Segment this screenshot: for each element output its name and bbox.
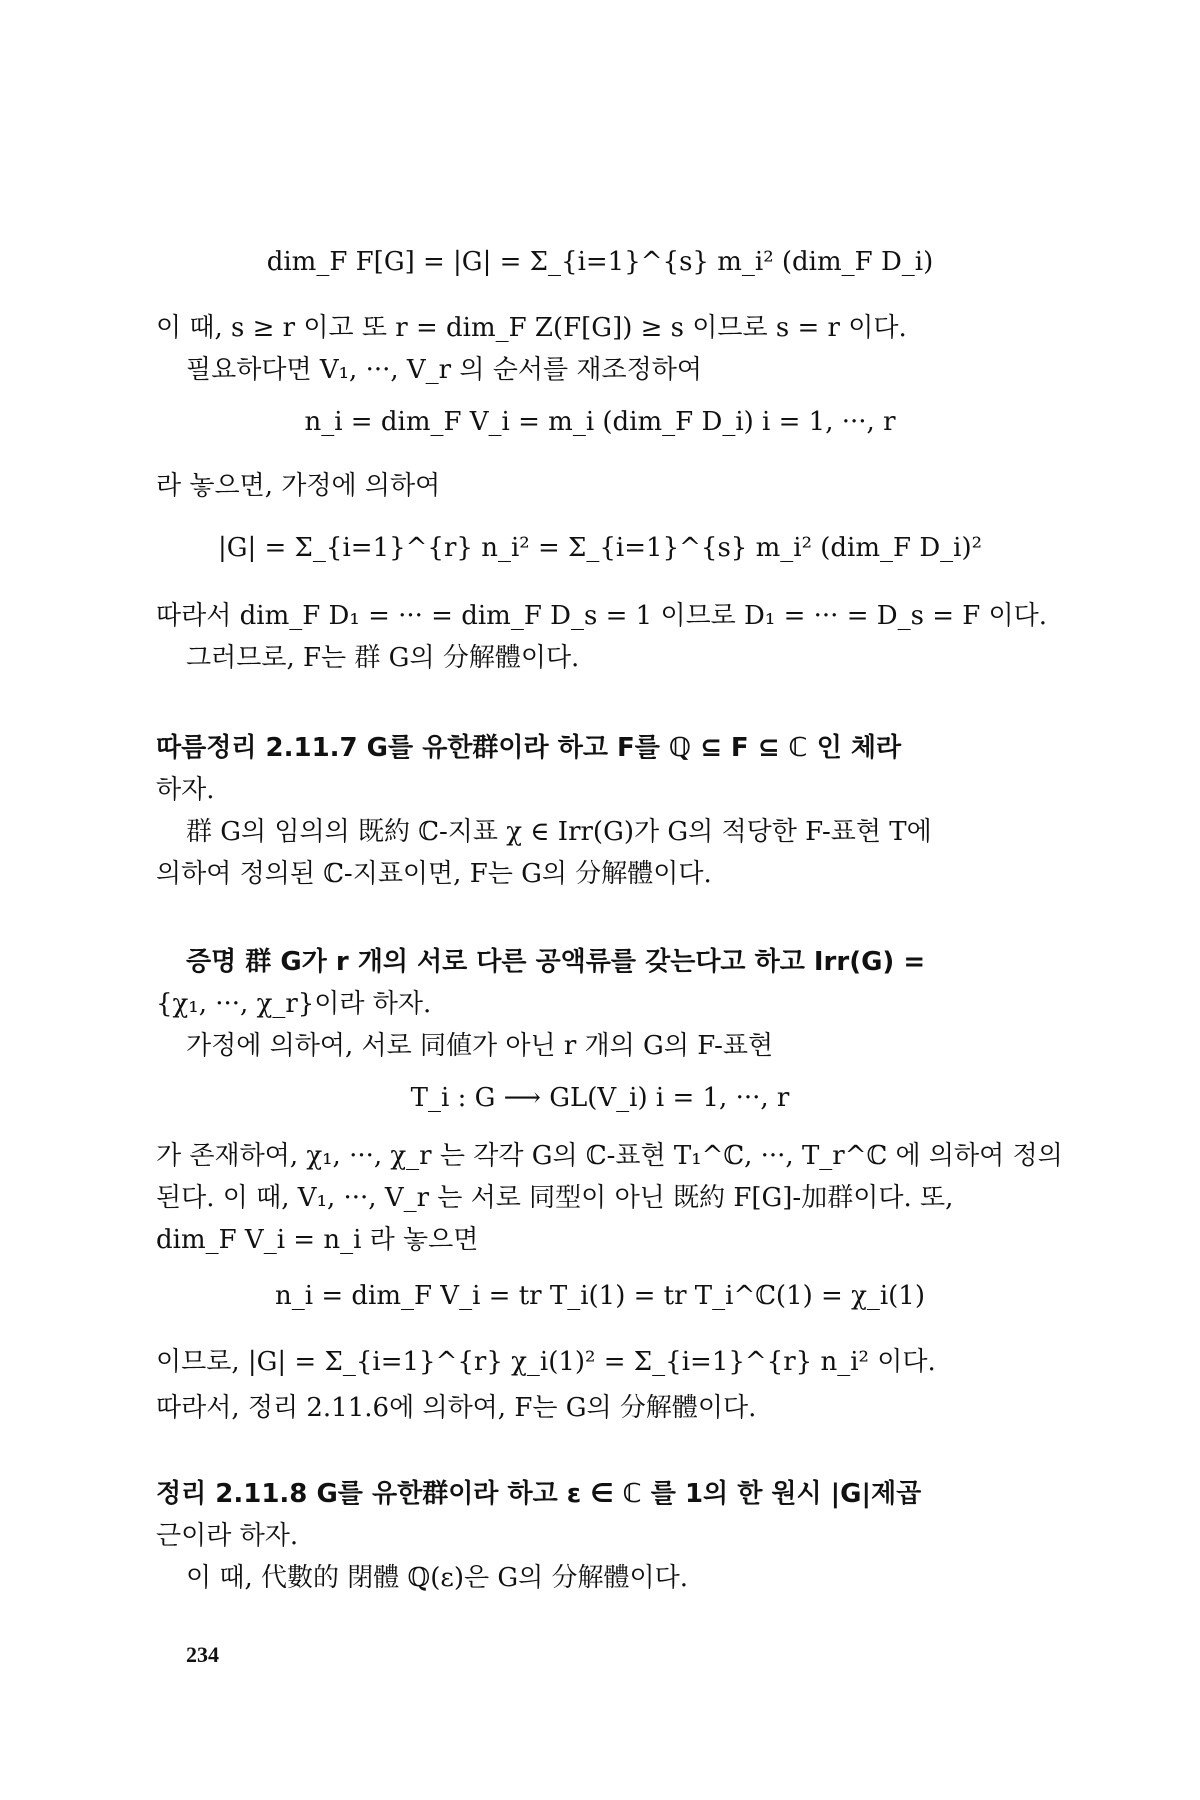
corollary-2-11-7-heading: 따름정리 2.11.7 G를 유한群이라 하고 F를 ℚ ⊆ F ⊆ ℂ 인 체라	[156, 733, 902, 763]
text-line: 하자.	[156, 775, 215, 805]
text-line: 따라서 dim_F D₁ = ··· = dim_F D_s = 1 이므로 D₁ = ··· = D_s = F 이다.	[156, 601, 1048, 631]
page-number: 234	[186, 1642, 219, 1667]
text-line: 된다. 이 때, V₁, ···, V_r 는 서로 同型이 아닌 既約 F[G]-加群이다. 또,	[156, 1183, 954, 1213]
text-line: 이므로, |G| = Σ_{i=1}^{r} χ_i(1)² = Σ_{i=1}^{r} n_i² 이다.	[156, 1347, 936, 1377]
text-line: 이 때, s ≥ r 이고 또 r = dim_F Z(F[G]) ≥ s 이므로 s = r 이다.	[156, 313, 907, 343]
text-line: 가정에 의하여, 서로 同値가 아닌 r 개의 G의 F-표현	[186, 1031, 774, 1061]
text-line: 의하여 정의된 ℂ-지표이면, F는 G의 分解體이다.	[156, 859, 712, 889]
equation-trace: n_i = dim_F V_i = tr T_i(1) = tr T_i^ℂ(1) = χ_i(1)	[275, 1281, 925, 1311]
text-line: dim_F V_i = n_i 라 놓으면	[156, 1225, 479, 1255]
equation-order-g: |G| = Σ_{i=1}^{r} n_i² = Σ_{i=1}^{s} m_i² (dim_F D_i)²	[217, 533, 983, 563]
text-line: 근이라 하자.	[156, 1521, 299, 1551]
text-line: 가 존재하여, χ₁, ···, χ_r 는 각각 G의 ℂ-표현 T₁^ℂ, ···, T_r^ℂ 에 의하여 정의	[156, 1141, 1063, 1171]
equation-ni: n_i = dim_F V_i = m_i (dim_F D_i) i = 1, ···, r	[304, 407, 896, 437]
text-line: 이 때, 代數的 閉體 ℚ(ε)은 G의 分解體이다.	[186, 1563, 688, 1593]
equation-ti: T_i : G ⟶ GL(V_i) i = 1, ···, r	[410, 1083, 790, 1113]
equation-dim-fg: dim_F F[G] = |G| = Σ_{i=1}^{s} m_i² (dim_F D_i)	[266, 247, 934, 277]
text-line: 群 G의 임의의 既約 ℂ-지표 χ ∈ Irr(G)가 G의 적당한 F-표현 T에	[186, 817, 932, 847]
text-line: {χ₁, ···, χ_r}이라 하자.	[156, 989, 432, 1019]
text-line: 그러므로, F는 群 G의 分解體이다.	[186, 643, 580, 673]
text-line: 필요하다면 V₁, ···, V_r 의 순서를 재조정하여	[186, 355, 702, 385]
text-line: 따라서, 정리 2.11.6에 의하여, F는 G의 分解體이다.	[156, 1393, 757, 1423]
proof-heading: 증명 群 G가 r 개의 서로 다른 공액류를 갖는다고 하고 Irr(G) =	[186, 947, 926, 977]
text-line: 라 놓으면, 가정에 의하여	[156, 471, 441, 501]
theorem-2-11-8-heading: 정리 2.11.8 G를 유한群이라 하고 ε ∈ ℂ 를 1의 한 원시 |G|제곱	[156, 1479, 922, 1509]
